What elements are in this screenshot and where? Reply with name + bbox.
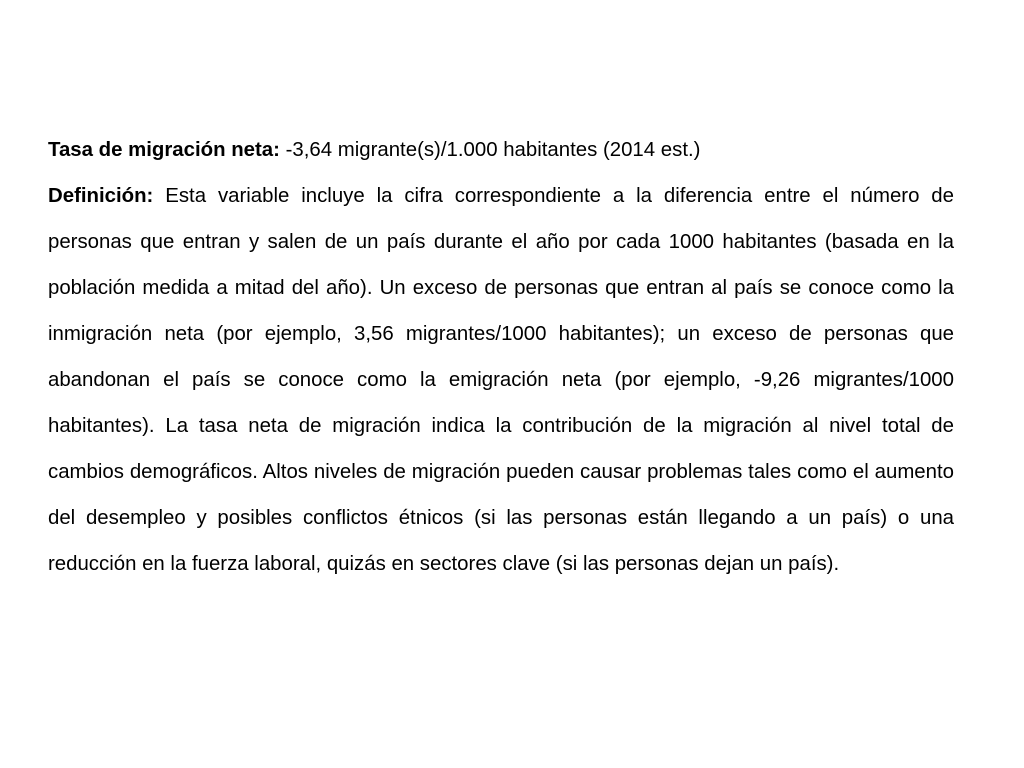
rate-value: -3,64 migrante(s)/1.000 habitantes (2014 est.) <box>285 139 701 161</box>
rate-label: Tasa de migración neta: <box>48 139 280 161</box>
definition-text: Esta variable incluye la cifra correspondiente a la diferencia entre el número de personas que entran y salen de un país durante el año por cada 1000 habitantes (basada en la población medida a mitad del año). Un exceso de personas que entran al país se conoce como la inmigración neta (por ejemplo, 3,56 migrantes/1000 habitantes); un exceso de personas que abandonan el país se conoce como la emigración neta (por ejemplo, -9,26 migrantes/1000 habitantes). La tasa neta de migración indica la contribución de la migración al nivel total de cambios demográficos. Altos niveles de migración pueden causar problemas tales como el aumento del desempleo y posibles conflictos étnicos (si las personas están llegando a un país) o una reducción en la fuerza laboral, quizás en sectores clave (si las personas dejan un país). <box>48 185 954 575</box>
definition-paragraph <box>48 173 954 587</box>
content-block <box>48 127 954 587</box>
definition-label: Definición: <box>48 185 154 207</box>
net-migration-rate-line <box>48 127 954 173</box>
